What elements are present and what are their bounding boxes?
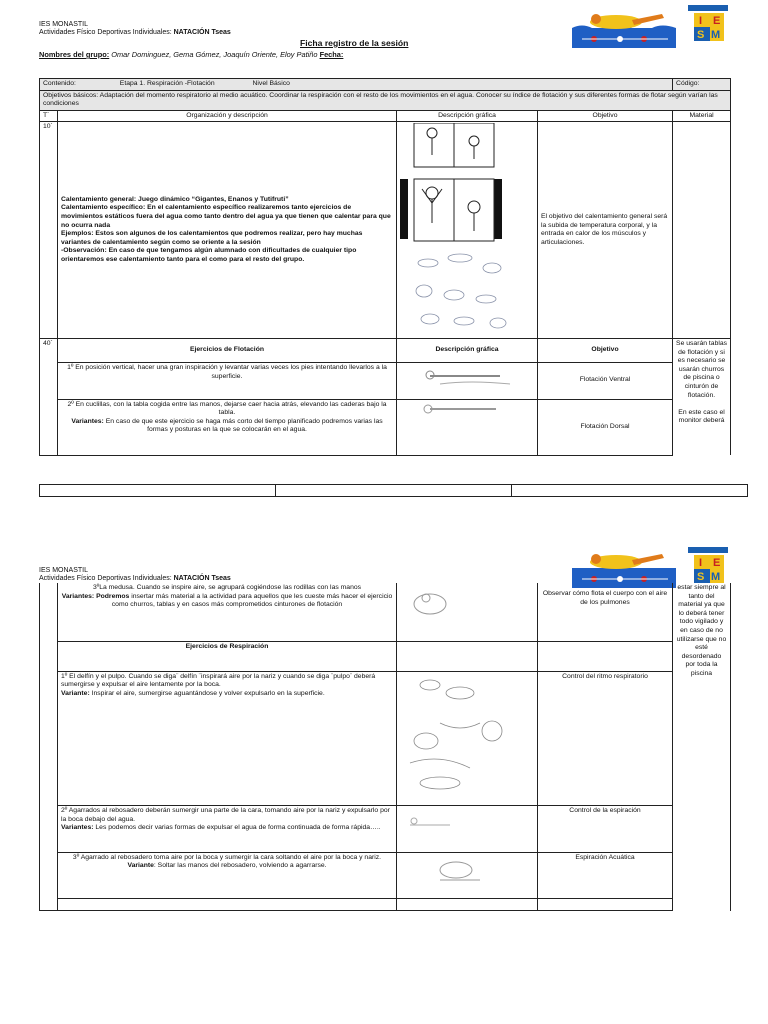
footer-table: [39, 484, 748, 497]
resp-ex2-text: 2º Agarrados al rebosadero deberán sumergir una parte de la cara, tomando aire por la nariz y expulsarlo por la boca debajo del agua.: [61, 807, 390, 823]
medusa-objective-text: Observar cómo flota el cuerpo con el aire de los pulmones: [542, 590, 668, 606]
warmup-exercise-icon: [400, 123, 534, 333]
subject-name-2: NATACIÓN Tseas: [173, 575, 231, 582]
resp-ex2-var: Les podemos decir varias formas de expulsar el agua de forma continuada de forma rápida…..: [93, 824, 381, 832]
material-continued: estar siempre al tanto del material ya que lo deberá tener todo vigilado y en caso de no utilizarse que no esté desordenado por toda la piscina: [673, 583, 731, 911]
resp-heading-objective: [538, 641, 673, 671]
resp-ex2-var-label: Variantes:: [61, 824, 94, 832]
warmup-objective: El objetivo del calentamiento general será la subida de temperatura corporal, y la entrada en calor de los músculos y articulaciones.: [538, 122, 673, 339]
warmup-specific: Calentamiento específico: En el calentamiento específico realizaremos tanto ejercicios de movimientos estáticos fuera del agua como tanto dentro del agua ya que tienen que calentar para que no ocurra nada: [61, 204, 391, 229]
footer-cell-3: [512, 485, 748, 497]
group-label: Nombres del grupo:: [39, 50, 110, 59]
warmup-general: Calentamiento general: Juego dinámico “Gigantes, Enanos y Tutifruti”: [61, 195, 289, 203]
footer-cell-2: [276, 485, 512, 497]
col-time: T´: [40, 110, 58, 122]
blank-org: [58, 899, 397, 911]
resp-ex2-graphic: [397, 806, 538, 853]
swimmer-logo-icon-2: [572, 548, 676, 588]
flotacion-obj-heading: Objetivo: [538, 338, 673, 362]
flotacion-ex2-graphic: [397, 399, 538, 455]
flotacion-ex2-var-label: Variantes:: [71, 417, 104, 425]
svg-text:E: E: [713, 557, 721, 569]
medusa-graphic: [397, 583, 538, 641]
wall-breathing-icon: [400, 807, 534, 847]
col-mat: Material: [673, 110, 731, 122]
blank-desc: [397, 899, 538, 911]
medusa-exercise: [58, 583, 397, 641]
flotacion-ex2-var: En caso de que este ejercicio se haga más corto del tiempo planificado podremos varias las formas y posturas en la que se colocarán en el agua.: [103, 417, 383, 434]
medusa-text: 3ºLa medusa. Cuando se inspire aire, se agrupará cogiéndose las rodillas con las manos: [92, 584, 362, 591]
flotacion-heading: Ejercicios de Flotación: [58, 338, 397, 362]
session-table-2: [39, 583, 731, 911]
resp-ex3: [58, 852, 397, 899]
medusa-objective: [538, 583, 673, 641]
blank-obj: [538, 899, 673, 911]
objectives-cell: Objetivos básicos: Adaptación del momento respiratorio al medio acuático. Coordinar la respiración con el resto de los movimientos en el agua. Conocer su índice de flotación y sus diferentes formas de flotar según varían las condiciones: [40, 90, 731, 110]
medusa-float-icon: [400, 584, 534, 634]
session-table: [39, 78, 731, 456]
iesm-logo-icon: [688, 5, 728, 43]
resp-ex1-text: 1º El delfín y el pulpo. Cuando se diga¨ delfín ¨inspirará aire por la nariz y cuando se diga ¨pulpo¨ deberá sumergirse y expulsar el aire lentamente por la boca.: [61, 672, 376, 689]
flotacion-ex1-graphic: [397, 362, 538, 399]
medusa-var-label: Variantes: Podremos: [61, 592, 130, 600]
contenido-label: Contenido:: [43, 80, 76, 87]
resp-ex1-graphic: [397, 671, 538, 806]
resp-ex2: [58, 806, 397, 853]
date-label: Fecha:: [319, 50, 344, 59]
resp-ex3-var: : Soltar las manos del rebosadero, volviendo a agarrarse.: [153, 862, 327, 870]
resp-ex3-text: 3º Agarrado al rebosadero toma aire por la boca y sumergir la cara soltando el aire por la boca y nariz.: [72, 853, 382, 861]
dorsal-float-icon: [400, 401, 534, 431]
svg-text:M: M: [711, 571, 721, 583]
group-names: Omar Dominguez, Gema Gómez, Joaquín Oriente, Eloy Patiño: [111, 50, 318, 59]
page2-time-col: [40, 583, 58, 911]
resp-ex3-graphic: [397, 852, 538, 899]
subject-name: NATACIÓN Tseas: [173, 29, 231, 36]
flotacion-ex2-objective: Flotación Dorsal: [538, 399, 673, 455]
flotacion-ex2: [58, 399, 397, 455]
subject-prefix-2: Actividades Físico Deportivas Individuales:: [39, 575, 172, 582]
svg-text:E: E: [713, 15, 721, 27]
swimmer-logo-icon: [572, 8, 676, 48]
nivel-label: Nivel Básico: [252, 80, 290, 87]
col-org: Organización y descripción: [58, 110, 397, 122]
svg-text:I: I: [699, 557, 703, 569]
warmup-observation: -Observación: En caso de que tengamos algún alumnado con dificultades de cualquier tipo orientaremos ese calentamiento tanto para el como para el resto del grupo.: [61, 247, 357, 263]
flotacion-ex2-text: 2º En cuclillas, con la tabla cogida entre las manos, dejarse caer hacia atrás, elevando las caderas bajo la tabla.: [67, 400, 387, 417]
codigo-cell: Código:: [673, 79, 731, 91]
flotacion-material: Se usarán tablas de flotación y si es necesario se usarán churros de piscina o cinturón de flotación. En este caso el monitor deberá: [673, 338, 731, 455]
warmup-graphic: [397, 122, 538, 339]
warmup-description: [58, 122, 397, 339]
footer-cell-1: [40, 485, 276, 497]
warmup-material: [673, 122, 731, 339]
subject-line-2: [39, 574, 231, 583]
resp-ex1-objective: Control del ritmo respiratorio: [538, 671, 673, 806]
resp-ex2-objective: Control de la espiración: [538, 806, 673, 853]
respiracion-heading: Ejercicios de Respiración: [58, 641, 397, 671]
warmup-examples: Ejemplos: Estos son algunos de los calentamientos que podremos realizar, pero hay muchas variantes de calentamiento según como se oriente a la sesión: [61, 230, 363, 246]
flotacion-ex1: 1º En posición vertical, hacer una gran inspiración y levantar varias veces los pies intentando llevarlos a la superficie.: [58, 362, 397, 399]
content-row: [40, 79, 673, 91]
resp-ex1: [58, 671, 397, 806]
subject-prefix: Actividades Físico Deportivas Individuales:: [39, 29, 172, 36]
resp-heading-graphic: [397, 641, 538, 671]
flotacion-desc-heading: Descripción gráfica: [397, 338, 538, 362]
floating-swimmer-icon: [400, 364, 534, 394]
svg-text:S: S: [697, 571, 705, 583]
svg-text:M: M: [711, 29, 721, 41]
medusa-var: insertar más material a la actividad para aquellos que les cueste más hacer el ejercicio como churros, tablas y en casos más comprometidos cinturones de flotación: [111, 592, 393, 609]
flotacion-ex1-objective: Flotación Ventral: [538, 362, 673, 399]
school-name: IES MONASTIL: [39, 21, 89, 28]
svg-text:I: I: [699, 15, 703, 27]
resp-ex1-var-label: Variante:: [61, 689, 90, 697]
dolphin-octopus-icon: [400, 673, 534, 801]
resp-ex1-var: Inspirar el aire, sumergirse aguantándose y volver expulsarlo en la superficie.: [89, 689, 325, 697]
svg-text:S: S: [697, 29, 705, 41]
resp-ex3-objective: Espiración Acuática: [538, 852, 673, 899]
etapa-label: Etapa 1. Respiración -Flotación: [119, 80, 215, 87]
wall-exhale-icon: [400, 854, 534, 894]
col-desc: Descripción gráfica: [397, 110, 538, 122]
subject-line: [39, 28, 231, 37]
school-name-2: IES MONASTIL: [39, 567, 89, 574]
page-title: Ficha registro de la sesión: [300, 38, 409, 48]
col-obj: Objetivo: [538, 110, 673, 122]
resp-ex3-var-label: Variante: [127, 862, 154, 870]
group-line: [39, 50, 343, 59]
flotacion-time: 40´: [40, 338, 58, 455]
warmup-time: 10´: [40, 122, 58, 339]
iesm-logo-icon-2: [688, 547, 728, 585]
